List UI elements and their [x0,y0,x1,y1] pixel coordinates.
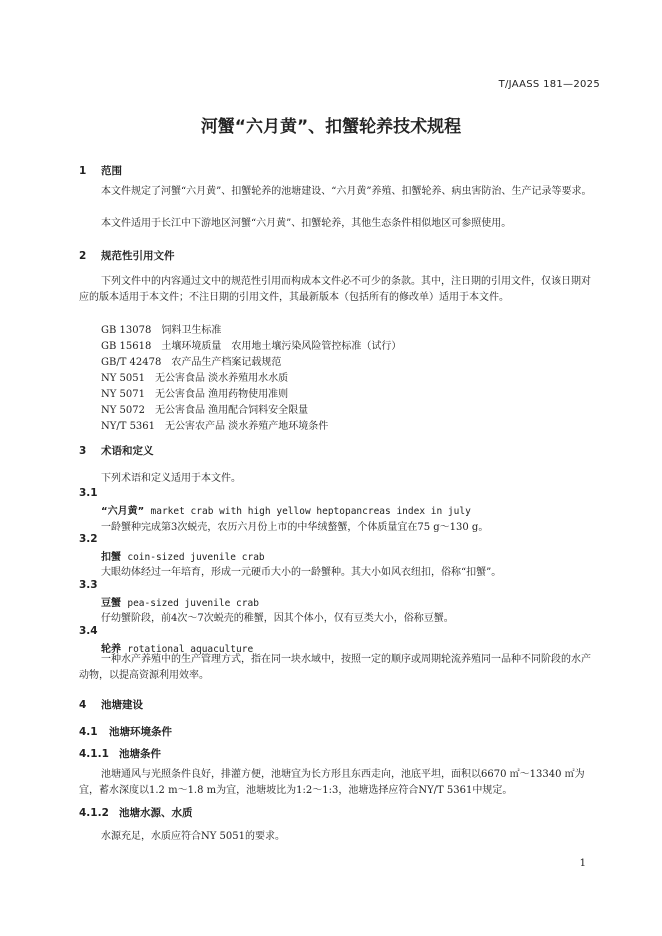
section-number: 4.1.2 [79,807,109,819]
reference-item: GB 13078 饲料卫生标准 [101,325,222,336]
section-title: 规范性引用文件 [101,250,175,262]
section-1-heading [79,163,122,178]
term-en: rotational aquaculture [127,644,254,655]
term-definition: 仔幼蟹阶段，前4次～7次蜕壳的稚蟹，因其个体小，仅有豆类大小，俗称豆蟹。 [101,613,454,624]
section-1-para-1: 本文件规定了河蟹“六月黄”、扣蟹轮养的池塘建设、“六月黄”养殖、扣蟹轮养、病虫害防治、生产记录等要求。 [101,186,592,197]
section-4-1-1-heading [79,746,161,761]
section-3-intro: 下列术语和定义适用于本文件。 [101,473,241,484]
term-cn: 扣蟹 [101,552,121,563]
section-4-1-2-heading [79,805,193,820]
document-title: 河蟹“六月黄”、扣蟹轮养技术规程 [200,117,462,137]
term-cn: 轮养 [101,644,121,655]
section-title: 池塘条件 [119,748,161,760]
reference-item: NY 5051 无公害食品 淡水养殖用水水质 [101,373,289,384]
section-number: 1 [79,165,87,177]
section-title: 术语和定义 [101,445,154,457]
section-number: 4 [79,699,87,711]
section-1-para-2: 本文件适用于长江中下游地区河蟹“六月黄”、扣蟹轮养，其他生态条件相似地区可参照使用。 [101,218,512,229]
term-cn: 豆蟹 [101,598,121,609]
term-number: 3.4 [79,625,98,637]
reference-item: NY 5072 无公害食品 渔用配合饲料安全限量 [101,405,309,416]
section-number: 3 [79,445,87,457]
term-number: 3.1 [79,487,98,499]
term-heading [101,548,265,563]
section-3-heading [79,443,154,458]
section-number: 2 [79,250,87,262]
reference-item: GB 15618 土壤环境质量 农用地土壤污染风险管控标准（试行） [101,341,402,352]
section-title: 池塘环境条件 [109,726,172,738]
term-number: 3.2 [79,533,98,545]
page-number: 1 [579,858,586,869]
reference-item: NY 5071 无公害食品 渔用药物使用准则 [101,389,289,400]
term-definition: 一种水产养殖中的生产管理方式，指在同一块水域中，按照一定的顺序或周期轮流养殖同一品种不同阶段的水产动物，以提高资源利用效率。 [79,654,591,681]
section-4-heading [79,697,143,712]
section-4-1-heading [79,724,172,739]
section-number: 4.1.1 [79,748,109,760]
section-4-1-1-text: 池塘通风与光照条件良好，排灌方便，池塘宜为长方形且东西走向，池底平坦，面积以6670 ㎡～13340 ㎡为宜，蓄水深度以1.2 m～1.8 m为宜，池塘坡比为1:2～1:3，池塘选择应符合NY/T 5361中规定。 [79,769,585,796]
term-en: market crab with high yellow heptopancreas index in july [150,506,471,517]
reference-item: GB/T 42478 农产品生产档案记载规范 [101,357,282,368]
term-en: coin-sized juvenile crab [127,552,265,563]
section-4-1-2-text: 水源充足，水质应符合NY 5051的要求。 [101,831,285,842]
term-en: pea-sized juvenile crab [127,598,259,609]
section-title: 范围 [101,165,122,177]
term-definition: 一龄蟹种完成第3次蜕壳，农历六月份上市的中华绒螯蟹，个体质量宜在75 g～130 g。 [101,522,489,533]
term-number: 3.3 [79,579,98,591]
section-number: 4.1 [79,726,98,738]
section-title: 池塘水源、水质 [119,807,193,819]
standard-number: T/JAASS 181—2025 [498,79,600,90]
term-heading [101,594,259,609]
reference-item: NY/T 5361 无公害农产品 淡水养殖产地环境条件 [101,421,329,432]
term-cn: “六月黄” [101,506,145,517]
section-2-intro: 下列文件中的内容通过文中的规范性引用而构成本文件必不可少的条款。其中，注日期的引用文件，仅该日期对应的版本适用于本文件；不注日期的引用文件，其最新版本（包括所有的修改单）适用于本文件。 [79,276,591,303]
term-heading [101,502,471,517]
term-definition: 大眼幼体经过一年培育，形成一元硬币大小的一龄蟹种。其大小如风衣纽扣，俗称“扣蟹”。 [101,567,502,578]
section-title: 池塘建设 [101,699,143,711]
section-2-heading [79,248,175,263]
